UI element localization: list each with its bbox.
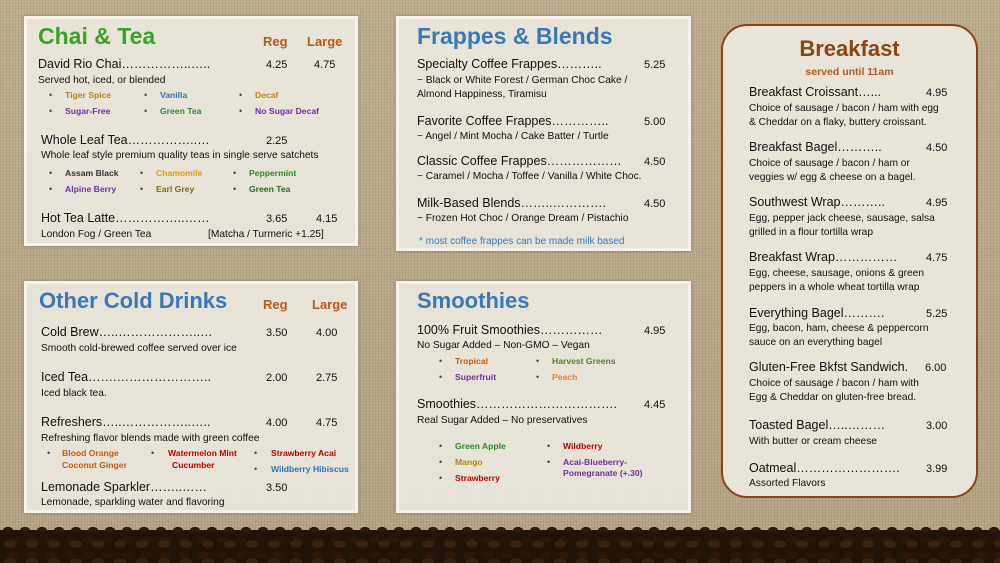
breakfast-item-desc: With butter or cream cheese [749, 436, 877, 447]
cold-drinks-title: Other Cold Drinks [39, 288, 228, 313]
smoothie-option: Peach [552, 372, 578, 382]
refreshers-reg-price: 4.00 [266, 417, 288, 429]
breakfast-item-price: 5.25 [926, 308, 948, 320]
cold-brew-desc: Smooth cold-brewed coffee served over ice [41, 343, 237, 354]
tea-option: Peppermint [249, 168, 297, 178]
bullet: • [439, 441, 443, 451]
bullet: • [49, 168, 53, 178]
refresher-option: Cucumber [172, 460, 215, 470]
bullet: • [536, 356, 540, 366]
hot-tea-latte-name: Hot Tea Latte……………..…… [41, 211, 210, 225]
david-rio-chai-reg-price: 4.25 [266, 59, 288, 71]
frappe-item-name: Milk-Based Blends……..…………. [417, 196, 606, 210]
chai-option: Tiger Spice [65, 90, 112, 100]
frappe-item-price: 4.50 [644, 198, 666, 210]
bullet: • [547, 441, 551, 451]
bullet: • [254, 448, 258, 458]
breakfast-item-desc: grilled in a flour tortilla wrap [749, 227, 874, 238]
bullet: • [49, 90, 53, 100]
bullet: • [49, 184, 53, 194]
breakfast-item-desc: Egg, cheese, sausage, onions & green [749, 268, 925, 279]
bullet: • [140, 168, 144, 178]
bullet: • [439, 457, 443, 467]
smoothies-title: Smoothies [417, 288, 530, 313]
smoothie-option: Green Apple [455, 441, 506, 451]
breakfast-item-desc: Choice of sausage / bacon / ham with egg [749, 103, 939, 114]
whole-leaf-tea-desc: Whole leaf style premium quality teas in single serve satchets [41, 150, 319, 161]
tea-option: Green Tea [249, 184, 291, 194]
smoothie-option: Superfruit [455, 372, 497, 382]
frappe-item-desc: ~ Angel / Mint Mocha / Cake Batter / Turtle [417, 131, 609, 142]
bullet: • [536, 372, 540, 382]
breakfast-item-price: 6.00 [925, 362, 947, 374]
breakfast-item-desc: Egg, bacon, ham, cheese & peppercorn [749, 323, 929, 334]
cold-brew-large-price: 4.00 [316, 327, 338, 339]
hot-tea-latte-desc: London Fog / Green Tea [41, 229, 152, 240]
david-rio-chai-desc: Served hot, iced, or blended [38, 75, 166, 86]
smoothie-option: Tropical [455, 356, 488, 366]
breakfast-item-name: Breakfast Wrap…………… [749, 250, 898, 264]
fruit-smoothies-desc: No Sugar Added – Non-GMO – Vegan [417, 340, 590, 351]
breakfast-item-desc: Egg, pepper jack cheese, sausage, salsa [749, 213, 935, 224]
refresher-option: Blood Orange [62, 448, 119, 458]
refreshers-name: Refreshers…..……………..….. [41, 415, 211, 429]
frappe-item-desc: Almond Happiness, Tiramisu [417, 89, 547, 100]
iced-tea-desc: Iced black tea. [41, 388, 107, 399]
breakfast-item-price: 3.99 [926, 463, 948, 475]
smoothie-option: Mango [455, 457, 483, 467]
smoothies-price: 4.45 [644, 399, 666, 411]
chai-option: Sugar-Free [65, 106, 111, 116]
cold-brew-reg-price: 3.50 [266, 327, 288, 339]
smoothie-option: Acai-Blueberry- [563, 457, 627, 467]
breakfast-item-price: 4.75 [926, 252, 948, 264]
breakfast-panel [721, 24, 978, 498]
refresher-option: Strawberry Acai [271, 448, 337, 458]
cold-reg-header: Reg [263, 297, 288, 312]
breakfast-title: Breakfast [799, 36, 900, 61]
tea-option: Alpine Berry [65, 184, 117, 194]
frappe-item-name: Classic Coffee Frappes……………… [417, 154, 622, 168]
bullet: • [439, 372, 443, 382]
frappes-panel [396, 16, 691, 251]
coffee-beans-decoration [0, 530, 1000, 563]
whole-leaf-tea-name: Whole Leaf Tea……………..… [41, 133, 210, 147]
smoothie-option: Strawberry [455, 473, 500, 483]
breakfast-item-name: Everything Bagel………. [749, 306, 885, 320]
breakfast-item-name: Breakfast Bagel……….. [749, 140, 882, 154]
frappe-item-price: 4.50 [644, 156, 666, 168]
smoothies-panel [396, 281, 691, 513]
frappes-note: * most coffee frappes can be made milk based [419, 236, 625, 247]
chai-option: Decaf [255, 90, 279, 100]
bullet: • [144, 106, 148, 116]
bullet: • [547, 457, 551, 467]
breakfast-item-price: 4.95 [926, 197, 948, 209]
bullet: • [49, 106, 53, 116]
breakfast-item-desc: sauce on an everything bagel [749, 337, 883, 348]
chai-tea-panel [24, 16, 358, 246]
breakfast-item-name: Gluten-Free Bkfst Sandwich. [749, 360, 909, 374]
chai-option: Green Tea [160, 106, 202, 116]
smoothie-option: Pomegranate (+.30) [563, 468, 643, 478]
bullet: • [439, 473, 443, 483]
breakfast-item-price: 3.00 [926, 420, 948, 432]
cold-brew-name: Cold Brew…..………………..… [41, 325, 213, 339]
fruit-smoothies-price: 4.95 [644, 325, 666, 337]
breakfast-item-name: Breakfast Croissant…... [749, 85, 881, 99]
chai-option: No Sugar Decaf [255, 106, 319, 116]
iced-tea-reg-price: 2.00 [266, 372, 288, 384]
cold-large-header: Large [312, 297, 348, 312]
refresher-option: Watermelon Mint [168, 448, 237, 458]
lemonade-sparkler-desc: Lemonade, sparkling water and flavoring [41, 497, 225, 508]
chai-tea-title: Chai & Tea [38, 23, 156, 49]
bullet: • [151, 448, 155, 458]
frappe-item-desc: ~ Caramel / Mocha / Toffee / Vanilla / White Choc. [417, 171, 642, 182]
bullet: • [254, 464, 258, 474]
cold-drinks-panel [24, 281, 358, 513]
breakfast-item-name: Toasted Bagel…..……… [749, 418, 886, 432]
bullet: • [233, 168, 237, 178]
breakfast-item-desc: peppers in a whole wheat tortilla wrap [749, 282, 920, 293]
breakfast-item-name: Southwest Wrap……….. [749, 195, 885, 209]
breakfast-item-desc: Choice of sausage / bacon / ham or [749, 158, 910, 169]
lemonade-sparkler-name: Lemonade Sparkler……..…… [41, 480, 208, 494]
tea-option: Assam Black [65, 168, 119, 178]
breakfast-item-desc: Choice of sausage / bacon / ham with [749, 378, 919, 389]
refreshers-large-price: 4.75 [316, 417, 338, 429]
bullet: • [439, 356, 443, 366]
david-rio-chai-name: David Rio Chai……………..….. [38, 57, 211, 71]
bullet: • [233, 184, 237, 194]
breakfast-item-price: 4.95 [926, 87, 948, 99]
chai-option: Vanilla [160, 90, 188, 100]
frappe-item-price: 5.00 [644, 116, 666, 128]
lemonade-sparkler-price: 3.50 [266, 482, 288, 494]
tea-option: Chamomile [156, 168, 203, 178]
breakfast-item-desc: veggies w/ egg & cheese on a bagel. [749, 172, 916, 183]
smoothies-desc: Real Sugar Added – No preservatives [417, 415, 588, 426]
bullet: • [47, 448, 51, 458]
david-rio-chai-large-price: 4.75 [314, 59, 336, 71]
iced-tea-large-price: 2.75 [316, 372, 338, 384]
fruit-smoothies-name: 100% Fruit Smoothies…………… [417, 323, 603, 337]
hot-tea-latte-large-price: 4.15 [316, 213, 338, 225]
bullet: • [239, 106, 243, 116]
chai-reg-header: Reg [263, 34, 288, 49]
refreshers-desc: Refreshing flavor blends made with green coffee [41, 433, 260, 444]
refresher-option: Wildberry Hibiscus [271, 464, 349, 474]
iced-tea-name: Iced Tea…….………………….. [41, 370, 211, 384]
breakfast-item-desc: Assorted Flavors [749, 478, 826, 489]
bullet: • [239, 90, 243, 100]
breakfast-item-price: 4.50 [926, 142, 948, 154]
whole-leaf-tea-price: 2.25 [266, 135, 288, 147]
frappe-item-desc: ~ Frozen Hot Choc / Orange Dream / Pistachio [417, 213, 629, 224]
frappe-item-name: Favorite Coffee Frappes………….. [417, 114, 609, 128]
smoothie-option: Wildberry [563, 441, 603, 451]
frappes-title: Frappes & Blends [417, 23, 613, 49]
breakfast-item-desc: Egg & Cheddar on gluten-free bread. [749, 392, 917, 403]
breakfast-subtitle: served until 11am [805, 66, 894, 78]
breakfast-item-desc: & Cheddar on a flaky, buttery croissant. [749, 117, 927, 128]
breakfast-item-name: Oatmeal……………………. [749, 461, 900, 475]
chai-large-header: Large [307, 34, 343, 49]
bullet: • [140, 184, 144, 194]
frappe-item-price: 5.25 [644, 59, 666, 71]
bullet: • [144, 90, 148, 100]
frappe-item-desc: ~ Black or White Forest / German Choc Cake / [417, 75, 628, 86]
hot-tea-latte-extra: [Matcha / Turmeric +1.25] [208, 229, 324, 240]
tea-option: Earl Grey [156, 184, 195, 194]
frappe-item-name: Specialty Coffee Frappes……….. [417, 57, 602, 71]
smoothie-option: Harvest Greens [552, 356, 616, 366]
refresher-option: Coconut Ginger [62, 460, 127, 470]
hot-tea-latte-reg-price: 3.65 [266, 213, 288, 225]
smoothies-name: Smoothies……………………………. [417, 397, 618, 411]
